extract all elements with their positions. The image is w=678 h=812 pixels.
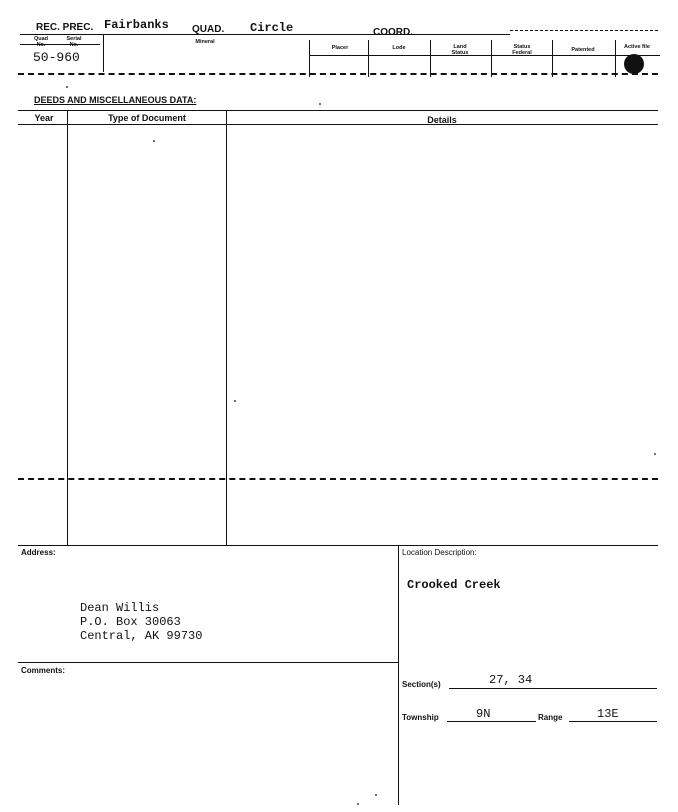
- deeds-details-header: Details: [427, 115, 457, 125]
- comments-label: Comments:: [21, 666, 66, 675]
- address-comments-rule: [18, 662, 398, 663]
- quad-no-header: Quad No.: [33, 36, 49, 48]
- location-description-value: Crooked Creek: [407, 578, 501, 592]
- address-line: Central, AK 99730: [80, 629, 203, 643]
- lode-header: Lode: [392, 45, 406, 51]
- sections-value: 27, 34: [489, 673, 533, 687]
- claim-divider: [552, 40, 553, 77]
- deeds-dashed-rule: [18, 478, 658, 480]
- claim-divider: [103, 35, 104, 72]
- patented-header: Patented: [571, 47, 595, 53]
- mineral-header: Mineral: [195, 39, 215, 45]
- serial-no-header: Serial No.: [66, 36, 82, 48]
- claim-divider: [491, 40, 492, 77]
- header-rule-dashed: [510, 30, 658, 31]
- lower-section-divider: [398, 545, 399, 805]
- land-status-header: Land Status: [451, 44, 469, 56]
- header-rule: [20, 34, 510, 35]
- claim-divider: [309, 40, 310, 77]
- status-federal-header: Status Federal: [512, 44, 532, 56]
- deeds-type-header: Type of Document: [108, 113, 186, 123]
- active-file-marker: [624, 54, 644, 74]
- scan-speck: [375, 794, 377, 796]
- range-value: 13E: [597, 707, 619, 721]
- claim-table-bottom-rule: [18, 73, 658, 75]
- sections-underline: [449, 688, 657, 689]
- sections-label: Section(s): [402, 680, 441, 689]
- deeds-column-divider: [226, 110, 227, 546]
- deeds-header-rule: [18, 124, 658, 125]
- township-value: 9N: [476, 707, 491, 721]
- claim-table-header-rule: [20, 44, 100, 45]
- scan-speck: [234, 400, 236, 402]
- deeds-table-bottom-rule: [18, 545, 658, 546]
- rec-prec-value: Fairbanks: [104, 18, 169, 32]
- location-description-label: Location Description:: [402, 548, 477, 557]
- deeds-table-top-rule: [18, 110, 658, 111]
- deeds-section-title: DEEDS AND MISCELLANEOUS DATA:: [34, 95, 197, 105]
- scan-speck: [153, 140, 155, 142]
- placer-header: Placer: [331, 45, 349, 51]
- address-line: Dean Willis: [80, 601, 160, 615]
- scan-speck: [66, 86, 68, 88]
- address-label: Address:: [21, 548, 56, 557]
- address-line: P.O. Box 30063: [80, 615, 181, 629]
- township-label: Township: [402, 713, 439, 722]
- claim-divider: [430, 40, 431, 77]
- deeds-year-header: Year: [34, 113, 54, 123]
- active-header: Active file: [624, 44, 650, 50]
- scan-speck: [357, 803, 359, 805]
- scan-speck: [654, 453, 656, 455]
- rec-prec-label: REC. PREC.: [36, 22, 94, 33]
- deeds-column-divider: [67, 110, 68, 546]
- claim-divider: [615, 40, 616, 77]
- quad-value: Circle: [250, 21, 294, 35]
- quad-serial-value: 50-960: [33, 50, 80, 65]
- range-underline: [569, 721, 657, 722]
- range-label: Range: [538, 713, 563, 722]
- township-underline: [447, 721, 536, 722]
- claim-divider: [368, 40, 369, 77]
- claim-table-header-rule-right: [310, 55, 660, 56]
- quad-label: QUAD.: [192, 24, 225, 35]
- scan-speck: [319, 103, 321, 105]
- coord-label: COORD.: [373, 27, 413, 38]
